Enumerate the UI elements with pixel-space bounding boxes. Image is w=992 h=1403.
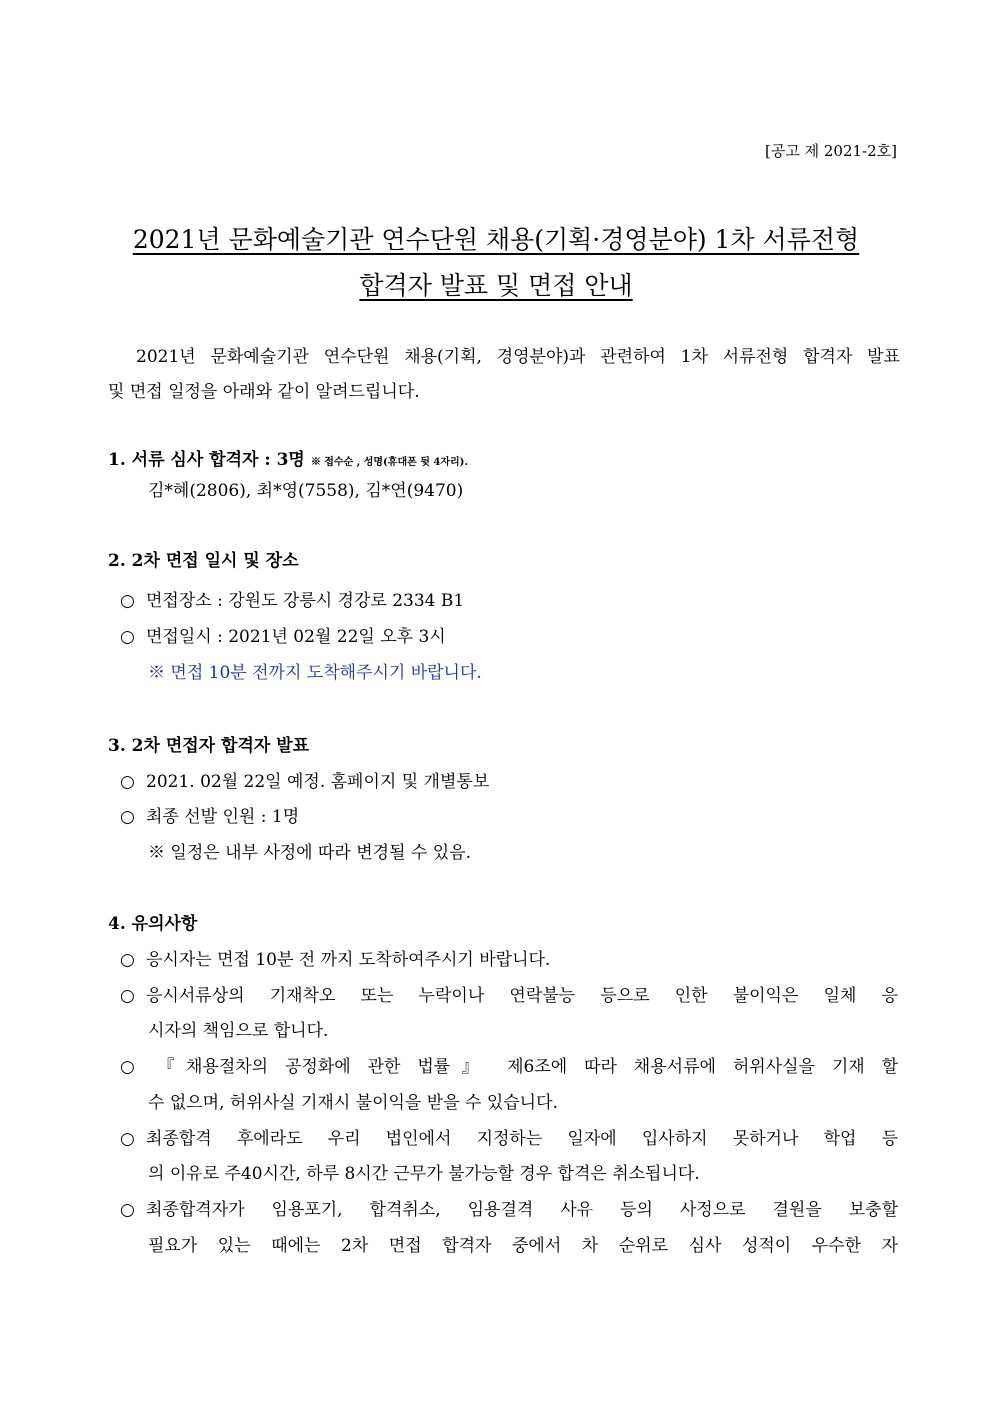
list-item: ○ 면접장소 : 강원도 강릉시 경강로 2334 B1 bbox=[120, 591, 465, 611]
list-item: ○ 최종합격자가 임용포기, 합격취소, 임용결격 사유 등의 사정으로 결원을 보충할 bbox=[120, 1200, 898, 1220]
bullet-icon: ○ bbox=[120, 591, 135, 611]
intro-paragraph bbox=[108, 340, 900, 410]
bullet-icon: ○ bbox=[120, 807, 135, 827]
list-item: ○ 응시자는 면접 10분 전 까지 도착하여주시기 바랍니다. bbox=[120, 950, 551, 970]
list-item-continuation: 시자의 책임으로 합니다. bbox=[148, 1021, 329, 1041]
bullet-icon: ○ bbox=[120, 950, 135, 970]
list-item: ○ 최종 선발 인원 : 1명 bbox=[120, 807, 300, 827]
section-1-heading: 1. 서류 심사 합격자 : 3명 ※ 접수순 , 성명(휴대폰 뒷 4자리). bbox=[108, 450, 468, 470]
intro-line-2: 및 면접 일정을 아래와 같이 알려드립니다. bbox=[108, 382, 420, 402]
schedule-note: ※ 일정은 내부 사정에 따라 변경될 수 있음. bbox=[148, 843, 471, 863]
bullet-icon: ○ bbox=[120, 1129, 135, 1149]
bullet-icon: ○ bbox=[120, 986, 135, 1006]
title-line-1: 2021년 문화예술기관 연수단원 채용(기획·경영분야) 1차 서류전형 bbox=[132, 225, 860, 254]
list-item: ○ 최종합격 후에라도 우리 법인에서 지정하는 일자에 입사하지 못하거나 학업 등 bbox=[120, 1129, 898, 1149]
list-item: ○ 『채용절차의 공정화에 관한 법률』 제6조에 따라 채용서류에 허위사실을 기재 할 bbox=[120, 1057, 898, 1077]
notice-number: [공고 제 2021-2호] bbox=[765, 142, 897, 160]
passer-names: 김*혜(2806), 최*영(7558), 김*연(9470) bbox=[148, 481, 464, 501]
intro-line-1: 2021년 문화예술기관 연수단원 채용(기획, 경영분야)과 관련하여 1차 서류전형 합격자 발표 bbox=[136, 347, 900, 367]
list-item-continuation: 필요가 있는 때에는 2차 면접 합격자 중에서 차 순위로 심사 성적이 우수한 자 bbox=[148, 1236, 898, 1256]
section-1-note: ※ 접수순 , 성명(휴대폰 뒷 4자리). bbox=[310, 457, 468, 468]
list-item: ○ 응시서류상의 기재착오 또는 누락이나 연락불능 등으로 인한 불이익은 일체 응 bbox=[120, 986, 898, 1006]
bullet-icon: ○ bbox=[120, 627, 135, 647]
section-2-heading: 2. 2차 면접 일시 및 장소 bbox=[108, 551, 299, 571]
bullet-icon: ○ bbox=[120, 1057, 135, 1077]
section-3-heading: 3. 2차 면접자 합격자 발표 bbox=[108, 736, 310, 756]
arrival-note: ※ 면접 10분 전까지 도착해주시기 바랍니다. bbox=[148, 663, 482, 683]
title-line-2: 합격자 발표 및 면접 안내 bbox=[359, 271, 633, 300]
list-item: ○ 2021. 02월 22일 예정. 홈페이지 및 개별통보 bbox=[120, 772, 490, 792]
section-4-heading: 4. 유의사항 bbox=[108, 914, 198, 934]
bullet-icon: ○ bbox=[120, 772, 135, 792]
list-item-continuation: 수 없으며, 허위사실 기재시 불이익을 받을 수 있습니다. bbox=[148, 1093, 558, 1113]
bullet-icon: ○ bbox=[120, 1200, 135, 1220]
list-item-continuation: 의 이유로 주40시간, 하루 8시간 근무가 불가능할 경우 합격은 취소됩니다. bbox=[148, 1164, 700, 1184]
list-item: ○ 면접일시 : 2021년 02월 22일 오후 3시 bbox=[120, 627, 446, 647]
